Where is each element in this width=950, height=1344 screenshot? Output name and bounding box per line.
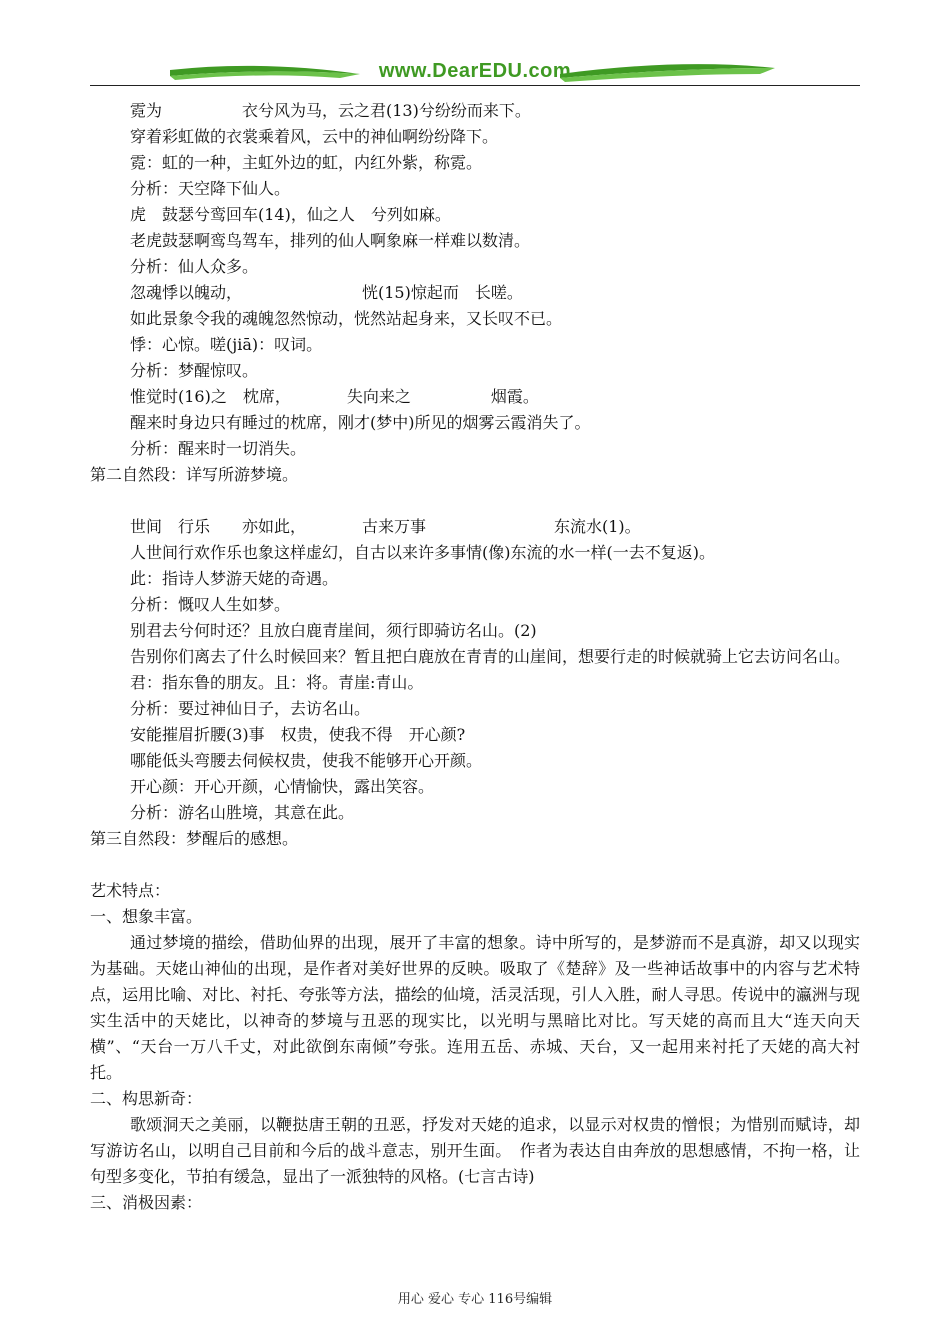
text-line: 惟觉时(16)之 枕席， 失向来之 烟霞。 bbox=[130, 387, 539, 406]
text-line: 安能摧眉折腰(3)事 权贵，使我不得 开心颜? bbox=[130, 725, 466, 744]
text-line: 分析：醒来时一切消失。 bbox=[130, 439, 307, 458]
text-line: 悸：心惊。嗟(jiā)：叹词。 bbox=[130, 335, 323, 354]
text-line: 人世间行欢作乐也象这样虚幻，自古以来许多事情(像)东流的水一样(一去不复返)。 bbox=[130, 543, 715, 562]
text-line: 开心颜：开心开颜，心情愉快，露出笑容。 bbox=[130, 777, 435, 796]
text-line: 世间 行乐 亦如此， 古来万事 东流水(1)。 bbox=[130, 517, 641, 536]
text-line: 穿着彩虹做的衣裳乘着风，云中的神仙啊纷纷降下。 bbox=[130, 127, 499, 146]
text-line: 此：指诗人梦游天姥的奇遇。 bbox=[130, 569, 339, 588]
text-line: 霓：虹的一种，主虹外边的虹，内红外紫，称霓。 bbox=[130, 153, 483, 172]
site-logo-text[interactable]: www.DearEDU.com bbox=[378, 60, 572, 82]
text-line: 霓为 衣兮风为马，云之君(13)兮纷纷而来下。 bbox=[130, 101, 531, 120]
text-line: 君：指东鲁的朋友。且：将。青崖:青山。 bbox=[130, 673, 424, 692]
text-line: 哪能低头弯腰去伺候权贵，使我不能够开心开颜。 bbox=[130, 751, 483, 770]
text-line: 忽魂悸以魄动， 恍(15)惊起而 长嗟。 bbox=[130, 283, 523, 302]
point-paragraph: 通过梦境的描绘，借助仙界的出现，展开了丰富的想象。诗中所写的，是梦游而不是真游，却又以现实为基础。天姥山神仙的出现，是作者对美好世界的反映。吸取了《楚辞》及一些神话故事中的内容与艺术特点，运用比喻、对比、衬托、夸张等方法，描绘的仙境，活灵活现，引人入胜，耐人寻思。传说中的瀛洲与现实生活中的天姥比，以神奇的梦境与丑恶的现实比，以光明与黑暗比对比。写天姥的高而且大“连天向天横”、“天台一万八千丈，对此欲倒东南倾”夸张。连用五岳、赤城、天台，又一起用来衬托了天姥的高大衬托。 bbox=[90, 933, 860, 1082]
document-body bbox=[90, 98, 860, 1216]
page-footer: 用心 爱心 专心 116号编辑 bbox=[397, 1292, 553, 1307]
text-line: 分析：仙人众多。 bbox=[130, 257, 259, 276]
point-heading: 三、消极因素： bbox=[90, 1193, 203, 1212]
text-line: 虎 鼓瑟兮鸾回车(14)，仙之人 兮列如麻。 bbox=[130, 205, 451, 224]
point-paragraph: 歌颂洞天之美丽，以鞭挞唐王朝的丑恶，抒发对天姥的追求，以显示对权贵的憎恨；为惜别而赋诗，却写游访名山，以明自己目前和今后的战斗意志，别开生面。 作者为表达自由奔放的思想感情，不拘一格，让句型多变化，节拍有缓急，显出了一派独特的风格。(七言古诗) bbox=[90, 1115, 860, 1186]
text-line: 分析：慨叹人生如梦。 bbox=[130, 595, 291, 614]
wrapped-paragraph: 告别你们离去了什么时候回来？暂且把白鹿放在青青的山崖间，想要行走的时候就骑上它去访问名山。 bbox=[130, 647, 851, 666]
text-line: 分析：要过神仙日子，去访名山。 bbox=[130, 699, 371, 718]
text-line: 别君去兮何时还？且放白鹿青崖间，须行即骑访名山。(2) bbox=[130, 621, 537, 640]
section-heading: 第三自然段：梦醒后的感想。 bbox=[90, 829, 299, 848]
page-header bbox=[0, 56, 950, 92]
art-features-title: 艺术特点： bbox=[90, 881, 171, 900]
text-line: 如此景象令我的魂魄忽然惊动，恍然站起身来，又长叹不已。 bbox=[130, 309, 563, 328]
point-heading: 二、构思新奇： bbox=[90, 1089, 203, 1108]
text-line: 醒来时身边只有睡过的枕席，刚才(梦中)所见的烟雾云霞消失了。 bbox=[130, 413, 591, 432]
header-rule bbox=[90, 85, 860, 86]
point-heading: 一、想象丰富。 bbox=[90, 907, 203, 926]
text-line: 分析：游名山胜境，其意在此。 bbox=[130, 803, 355, 822]
text-line: 分析：天空降下仙人。 bbox=[130, 179, 291, 198]
section-heading: 第二自然段：详写所游梦境。 bbox=[90, 465, 299, 484]
text-line: 分析：梦醒惊叹。 bbox=[130, 361, 259, 380]
blank-line bbox=[90, 852, 860, 878]
blank-line bbox=[90, 488, 860, 514]
text-line: 老虎鼓瑟啊鸾鸟驾车，排列的仙人啊象麻一样难以数清。 bbox=[130, 231, 531, 250]
